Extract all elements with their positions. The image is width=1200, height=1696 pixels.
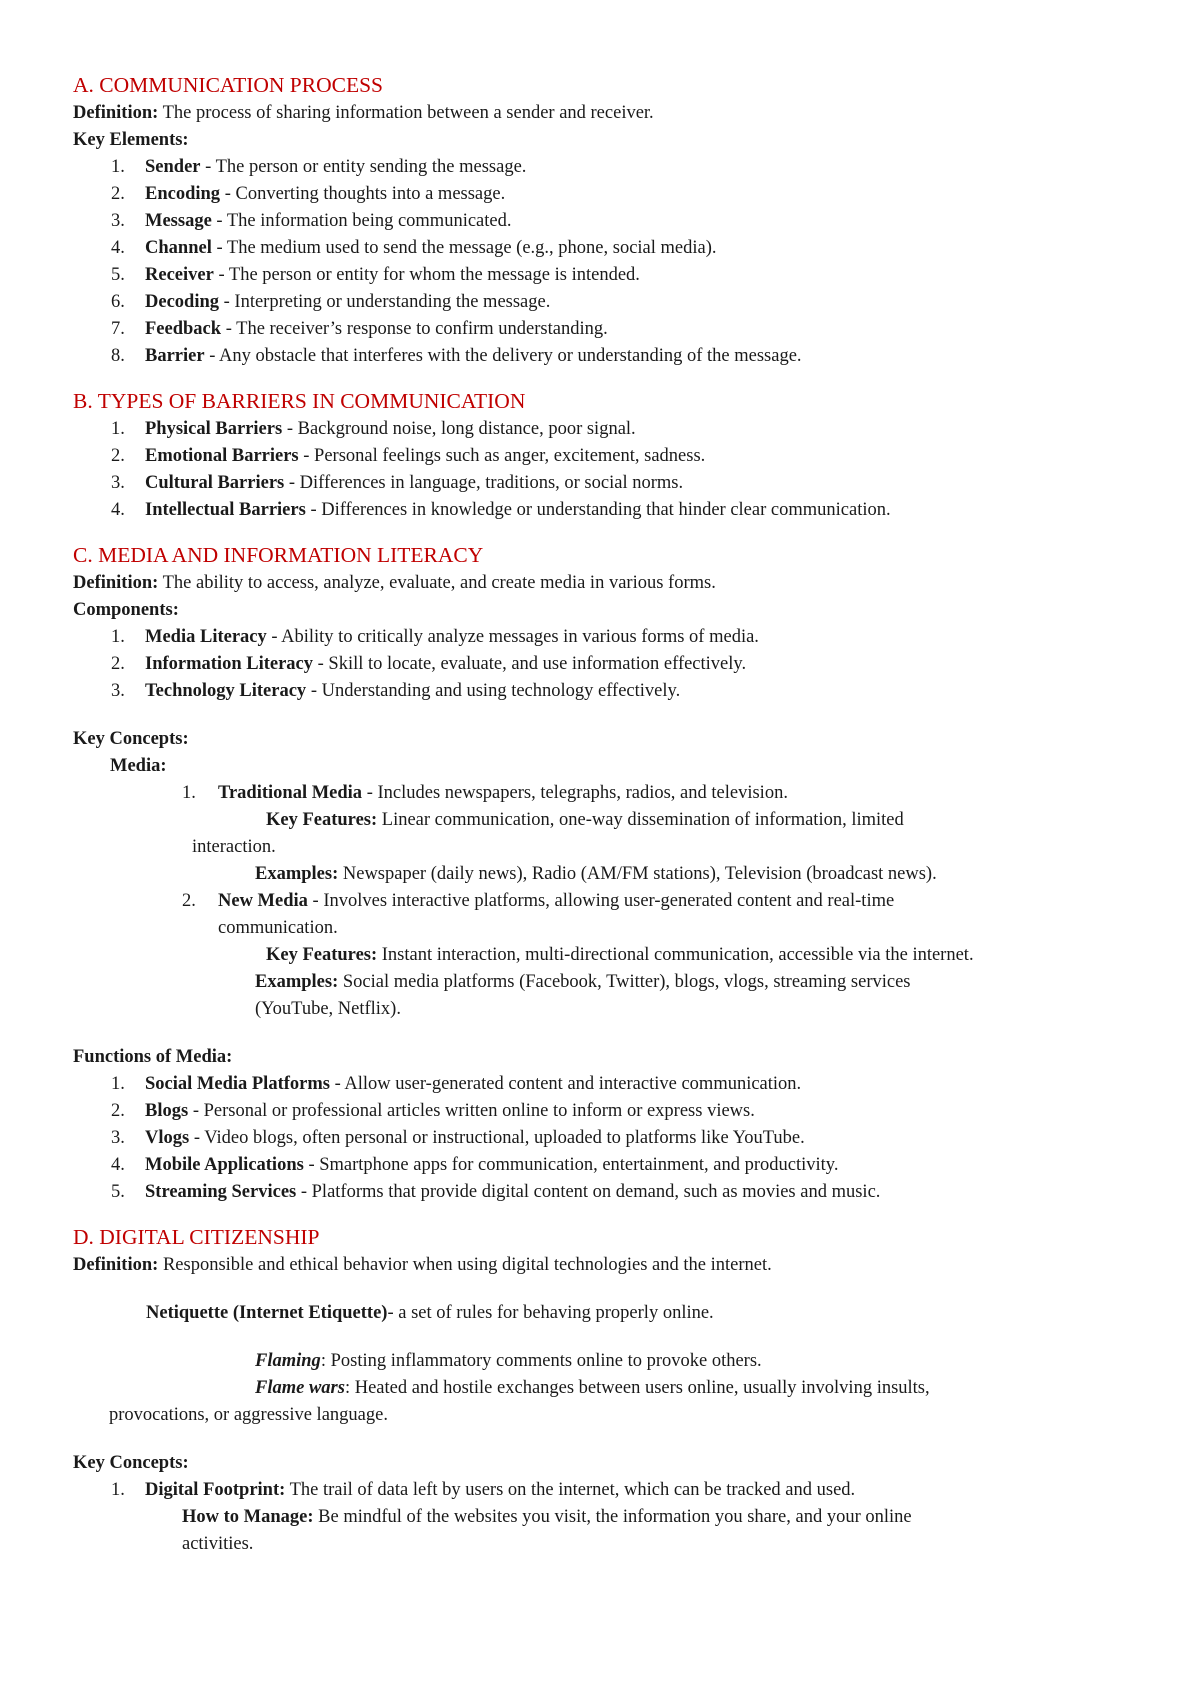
flame-wars-line: Flame wars: Heated and hostile exchanges between users online, usually involving insults, (255, 1378, 930, 1398)
new-media-desc-cont: communication. (218, 918, 338, 938)
section-d-heading: D. DIGITAL CITIZENSHIP (73, 1225, 320, 1249)
definition-text: The process of sharing information between a sender and receiver. (158, 103, 654, 123)
flame-wars-cont: provocations, or aggressive language. (109, 1405, 388, 1425)
list-item-traditional-media: 1. Traditional Media - Includes newspapers, telegraphs, radios, and television. (182, 783, 788, 803)
list-item: 1. Social Media Platforms - Allow user-generated content and interactive communication. (111, 1074, 802, 1094)
traditional-key-features-cont: interaction. (192, 837, 276, 857)
list-item: 3. Vlogs - Video blogs, often personal or instructional, uploaded to platforms like YouTube. (111, 1128, 805, 1148)
traditional-examples: Examples: Newspaper (daily news), Radio (AM/FM stations), Television (broadcast news). (255, 864, 937, 884)
list-item: 2. Emotional Barriers - Personal feelings such as anger, excitement, sadness. (111, 446, 706, 466)
flaming-line: Flaming: Posting inflammatory comments online to provoke others. (255, 1351, 762, 1371)
section-a-heading: A. COMMUNICATION PROCESS (73, 73, 384, 97)
list-item: 3. Cultural Barriers - Differences in language, traditions, or social norms. (111, 473, 684, 493)
key-concepts-label-d: Key Concepts: (73, 1453, 189, 1473)
section-a-definition (73, 100, 1133, 127)
functions-list (73, 1071, 1133, 1206)
how-to-manage-cont: activities. (182, 1534, 254, 1554)
list-item: 5. Streaming Services - Platforms that provide digital content on demand, such as movies and music. (111, 1182, 881, 1202)
list-item: 4. Intellectual Barriers - Differences in knowledge or understanding that hinder clear communication. (111, 500, 891, 520)
list-item: 1. Media Literacy - Ability to critically analyze messages in various forms of media. (111, 627, 759, 647)
digital-concepts-list (73, 1477, 1133, 1558)
list-item: 2. Encoding - Converting thoughts into a message. (111, 184, 506, 204)
list-item: 6. Decoding - Interpreting or understanding the message. (111, 292, 551, 312)
spacer (73, 524, 1133, 541)
list-item: 1. Physical Barriers - Background noise, long distance, poor signal. (111, 419, 636, 439)
page-content (73, 71, 1133, 1558)
spacer (73, 1206, 1133, 1223)
spacer (73, 370, 1133, 387)
how-to-manage: How to Manage: Be mindful of the websites you visit, the information you share, and your online (182, 1507, 912, 1527)
key-elements-list (73, 154, 1133, 370)
spacer (73, 1279, 1133, 1300)
new-key-features: Key Features: Instant interaction, multi-directional communication, accessible via the internet. (266, 945, 974, 965)
list-item: 5. Receiver - The person or entity for whom the message is intended. (111, 265, 640, 285)
barriers-list (73, 416, 1133, 524)
list-item: 3. Technology Literacy - Understanding and using technology effectively. (111, 681, 681, 701)
list-item: 3. Message - The information being communicated. (111, 211, 512, 231)
list-item-new-media: 2. New Media - Involves interactive platforms, allowing user-generated content and real-time (182, 891, 895, 911)
netiquette-line: Netiquette (Internet Etiquette)- a set of rules for behaving properly online. (146, 1303, 714, 1323)
list-item-digital-footprint: 1. Digital Footprint: The trail of data left by users on the internet, which can be tracked and used. (111, 1480, 856, 1500)
definition-label: Definition: (73, 1255, 159, 1275)
traditional-key-features: Key Features: Linear communication, one-way dissemination of information, limited (266, 810, 904, 830)
section-c-heading: C. MEDIA AND INFORMATION LITERACY (73, 543, 484, 567)
list-item: 2. Information Literacy - Skill to locate, evaluate, and use information effectively. (111, 654, 747, 674)
components-label: Components: (73, 600, 179, 620)
spacer (73, 705, 1133, 726)
definition-text: The ability to access, analyze, evaluate, and create media in various forms. (158, 573, 716, 593)
list-item: 1. Sender - The person or entity sending the message. (111, 157, 527, 177)
key-elements-label: Key Elements: (73, 130, 189, 150)
spacer (73, 1327, 1133, 1348)
definition-label: Definition: (73, 103, 159, 123)
list-item: 8. Barrier - Any obstacle that interferes with the delivery or understanding of the message. (111, 346, 802, 366)
components-list (73, 624, 1133, 705)
spacer (73, 1429, 1133, 1450)
list-item: 2. Blogs - Personal or professional articles written online to inform or express views. (111, 1101, 755, 1121)
list-item: 4. Mobile Applications - Smartphone apps for communication, entertainment, and productivity. (111, 1155, 839, 1175)
section-c-definition (73, 570, 1133, 597)
media-list (73, 780, 1133, 1023)
media-label: Media: (110, 756, 167, 776)
list-item: 4. Channel - The medium used to send the message (e.g., phone, social media). (111, 238, 717, 258)
list-item: 7. Feedback - The receiver’s response to confirm understanding. (111, 319, 608, 339)
functions-label: Functions of Media: (73, 1047, 233, 1067)
definition-label: Definition: (73, 573, 159, 593)
key-concepts-label: Key Concepts: (73, 729, 189, 749)
section-d-definition (73, 1252, 1133, 1279)
section-b-heading: B. TYPES OF BARRIERS IN COMMUNICATION (73, 389, 526, 413)
spacer (73, 1023, 1133, 1044)
new-examples: Examples: Social media platforms (Facebook, Twitter), blogs, vlogs, streaming services (255, 972, 911, 992)
new-examples-cont: (YouTube, Netflix). (255, 999, 401, 1019)
definition-text: Responsible and ethical behavior when using digital technologies and the internet. (158, 1255, 772, 1275)
